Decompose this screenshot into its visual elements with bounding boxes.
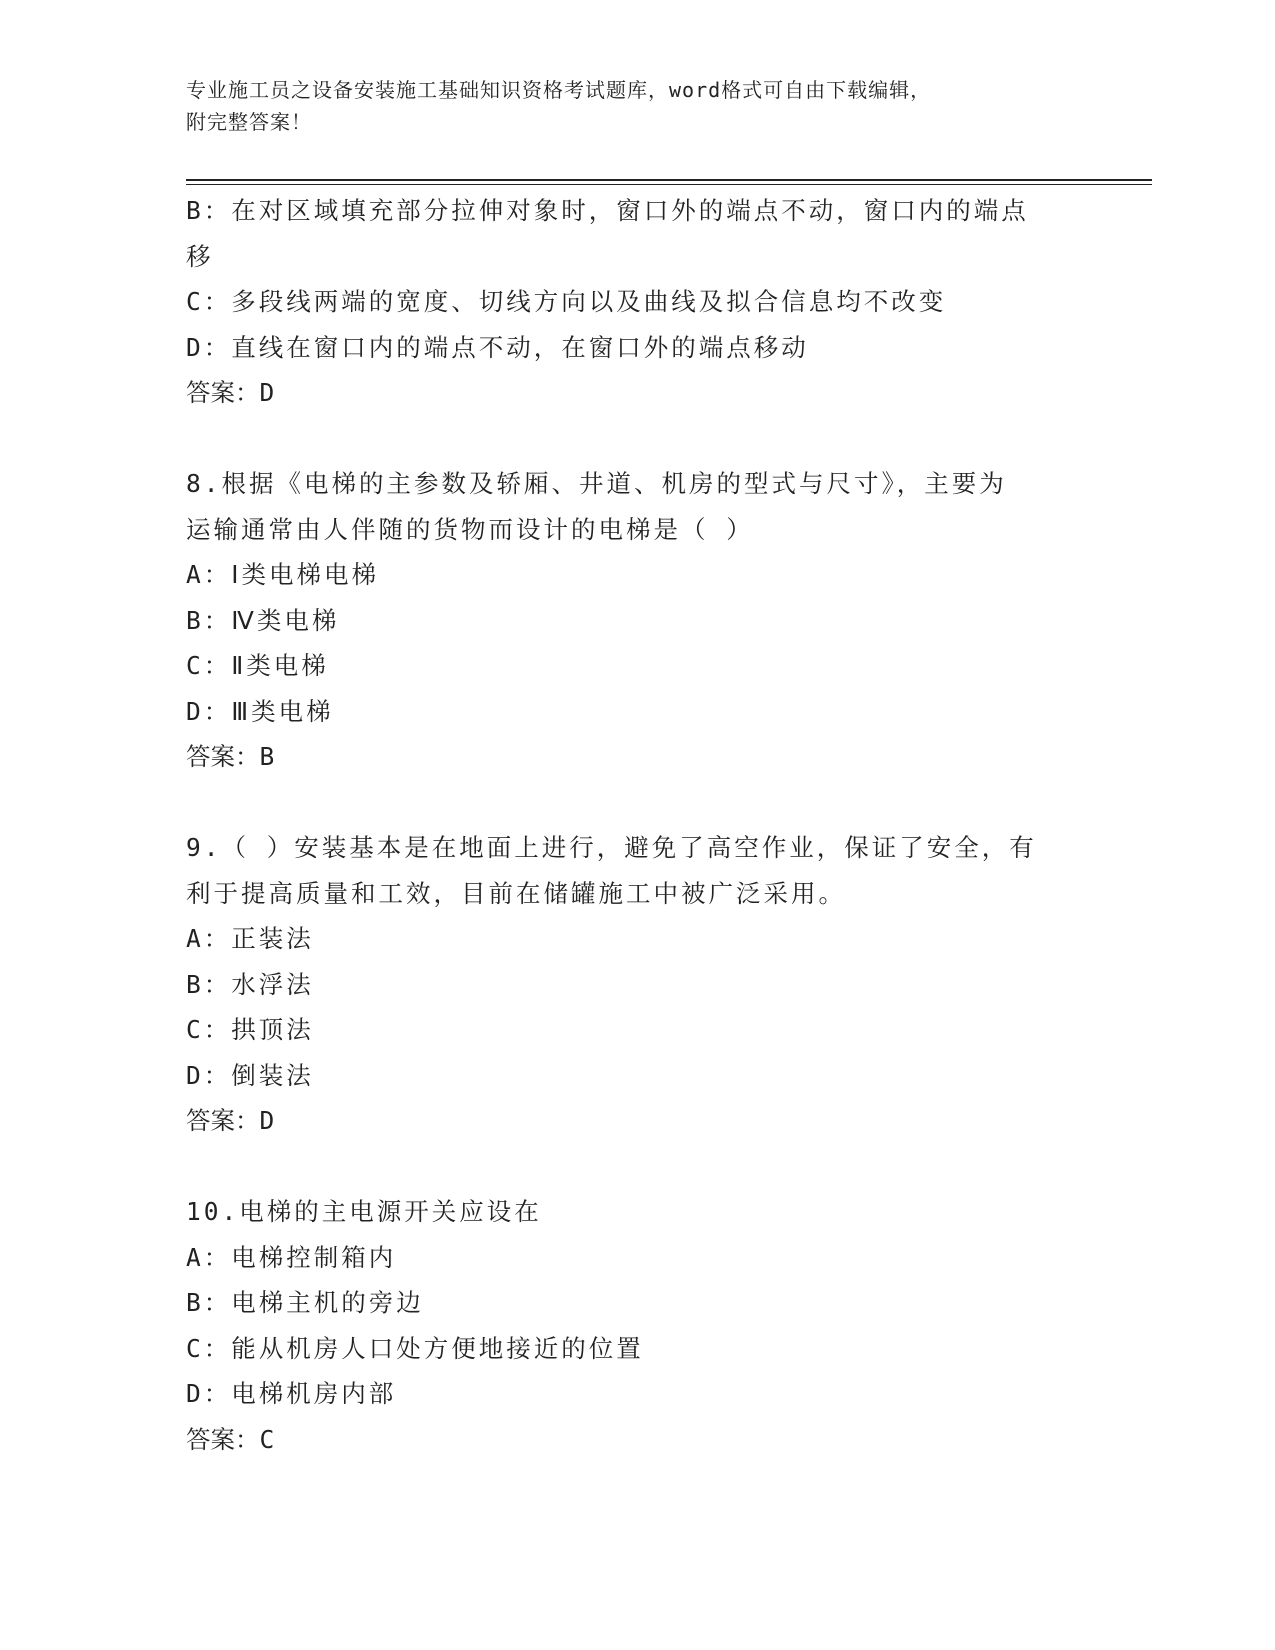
option-b: B：电梯主机的旁边: [186, 1288, 424, 1317]
answer: 答案：C: [186, 1424, 275, 1454]
question-stem-line-1: 8.根据《电梯的主参数及轿厢、井道、机房的型式与尺寸》，主要为: [186, 469, 1007, 498]
spacer: [186, 416, 1086, 462]
option-d: D：电梯机房内部: [186, 1379, 397, 1408]
question-stem: 10.电梯的主电源开关应设在: [186, 1197, 542, 1226]
option-b-line-2: 移: [186, 241, 214, 271]
header-divider-bottom: [186, 184, 1152, 185]
answer: 答案：D: [186, 1106, 275, 1135]
option-c: C：多段线两端的宽度、切线方向以及曲线及拟合信息均不改变: [186, 287, 947, 316]
question-9-block: [186, 825, 1086, 1144]
question-list: [186, 188, 1086, 1462]
header-line-1: 专业施工员之设备安装施工基础知识资格考试题库，word格式可自由下载编辑，: [186, 78, 932, 102]
header-divider-top: [186, 179, 1152, 181]
header-line-2: 附完整答案！: [186, 110, 312, 134]
option-d: D：倒装法: [186, 1060, 314, 1090]
option-a: A：Ⅰ类电梯电梯: [186, 560, 379, 589]
question-8-block: [186, 461, 1086, 780]
spacer: [186, 1144, 1086, 1190]
answer: 答案：D: [186, 378, 275, 407]
option-c: C：拱顶法: [186, 1015, 314, 1044]
question-7-block: [186, 188, 1086, 416]
spacer: [186, 780, 1086, 826]
option-b: B：水浮法: [186, 969, 314, 999]
option-b: B：Ⅳ类电梯: [186, 605, 340, 635]
option-d: D：Ⅲ类电梯: [186, 696, 334, 726]
answer: 答案：B: [186, 742, 275, 771]
option-b-line-1: B：在对区域填充部分拉伸对象时，窗口外的端点不动，窗口内的端点: [186, 196, 1029, 225]
option-a: A：电梯控制箱内: [186, 1242, 397, 1272]
question-stem-line-2: 运输通常由人伴随的货物而设计的电梯是（ ）: [186, 514, 754, 544]
option-a: A：正装法: [186, 924, 314, 953]
document-header: [186, 74, 1086, 138]
question-stem-line-2: 利于提高质量和工效，目前在储罐施工中被广泛采用。: [186, 878, 846, 908]
option-c: C：能从机房人口处方便地接近的位置: [186, 1333, 644, 1363]
question-stem-line-1: 9.（ ）安装基本是在地面上进行，避免了高空作业，保证了安全，有: [186, 833, 1037, 862]
question-10-block: [186, 1189, 1086, 1462]
option-c: C：Ⅱ类电梯: [186, 651, 329, 680]
option-d: D：直线在窗口内的端点不动，在窗口外的端点移动: [186, 332, 809, 362]
